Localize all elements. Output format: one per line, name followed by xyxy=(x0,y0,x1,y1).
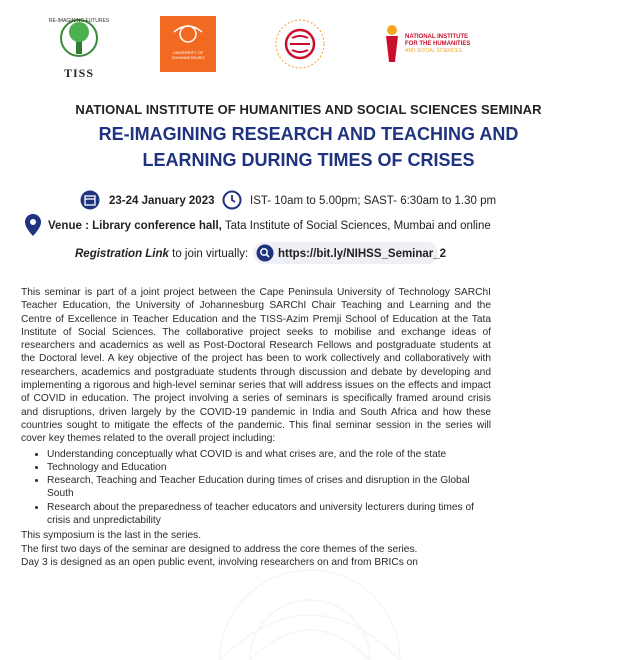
venue-details: Tata Institute of Social Sciences, Mumbai and online xyxy=(221,220,491,232)
days-note: The first two days of the seminar are designed to address the core themes of the series. xyxy=(21,543,418,555)
description-paragraph: This seminar is part of a joint project between the Cape Peninsula University of Technology SARChI Teacher Education, the University of Johannesburg SARChI Chair Teaching and Learning and the Centre of Excellence in Teacher Education and the TISS-Azim Premji School of Education at the Tata Institute of Social Sciences. The collaborative project seeks to mobilise and exchange ideas of researchers and academics as well as Post-Doctoral Research Fellows and postgraduate students at the Doctoral level. A key objective of the project has been to work collectively and collaboratively with researchers, academics and postgraduate students through discussion and debate by developing and implementing a rigorous and high-level seminar series that will address issues on the effects and impact of COVID in education. The project involving a series of seminars is specifically framed around crisis and disruptions, driven largely by the COVID-19 pandemic in India and South Africa and how these countries sought to mitigate the effects of the pandemic. This final seminar session in the series will cover key themes related to the overall project including: xyxy=(21,287,491,445)
list-item: • Research, Teaching and Teacher Education during times of crises and disruption in the Global South xyxy=(47,474,491,501)
nihss-logo xyxy=(380,22,480,70)
venue-label: Venue : Library conference hall, xyxy=(48,220,222,232)
tiss-logo xyxy=(44,16,114,82)
clock-icon xyxy=(222,190,242,215)
seminar-title xyxy=(0,121,617,173)
event-date: 23-24 January 2023 xyxy=(109,195,215,207)
list-item: • Research about the preparedness of teacher educators and university lecturers during times of crisis and unpredictability xyxy=(47,501,491,528)
organizer-heading: NATIONAL INSTITUTE OF HUMANITIES AND SOCIAL SCIENCES SEMINAR xyxy=(75,102,542,117)
logo-strip xyxy=(0,12,617,82)
registration-line xyxy=(75,248,248,260)
tiss-logo-text: TISS xyxy=(64,66,95,80)
uj-logo-text: UNIVERSITY OF JOHANNESBURG xyxy=(171,50,205,60)
uj-logo xyxy=(160,16,216,72)
nihss-logo-text: NATIONAL INSTITUTE FOR THE HUMANITIES AND SOCIAL SCIENCES xyxy=(405,34,471,54)
symposium-note: This symposium is the last in the series. xyxy=(21,530,202,542)
day3-note: Day 3 is designed as an open public event, involving researchers on and from BRICs on xyxy=(21,556,418,568)
title-line-1: RE-IMAGINING RESEARCH AND TEACHING AND xyxy=(98,124,519,144)
title-line-2: LEARNING DURING TIMES OF CRISES xyxy=(142,150,475,170)
registration-text: to join virtually: xyxy=(168,248,249,260)
registration-link[interactable]: https://bit.ly/NIHSS_Seminar_2 xyxy=(278,248,447,260)
seminar-description xyxy=(21,286,491,569)
calendar-icon xyxy=(80,190,100,215)
registration-label: Registration Link xyxy=(75,248,169,260)
themes-list xyxy=(21,448,491,528)
list-item: • Technology and Education xyxy=(47,461,491,474)
svg-text:RE-IMAGINING FUTURES: RE-IMAGINING FUTURES xyxy=(48,18,110,24)
cite-logo xyxy=(270,14,330,74)
location-pin-icon xyxy=(25,214,41,241)
list-item: • Understanding conceptually what COVID is and what crises are, and the role of the state xyxy=(47,448,491,461)
decorative-watermark xyxy=(160,560,460,660)
search-icon xyxy=(256,244,274,267)
event-time: IST- 10am to 5.00pm; SAST- 6:30am to 1.30 pm xyxy=(250,195,497,207)
event-venue xyxy=(48,220,491,232)
